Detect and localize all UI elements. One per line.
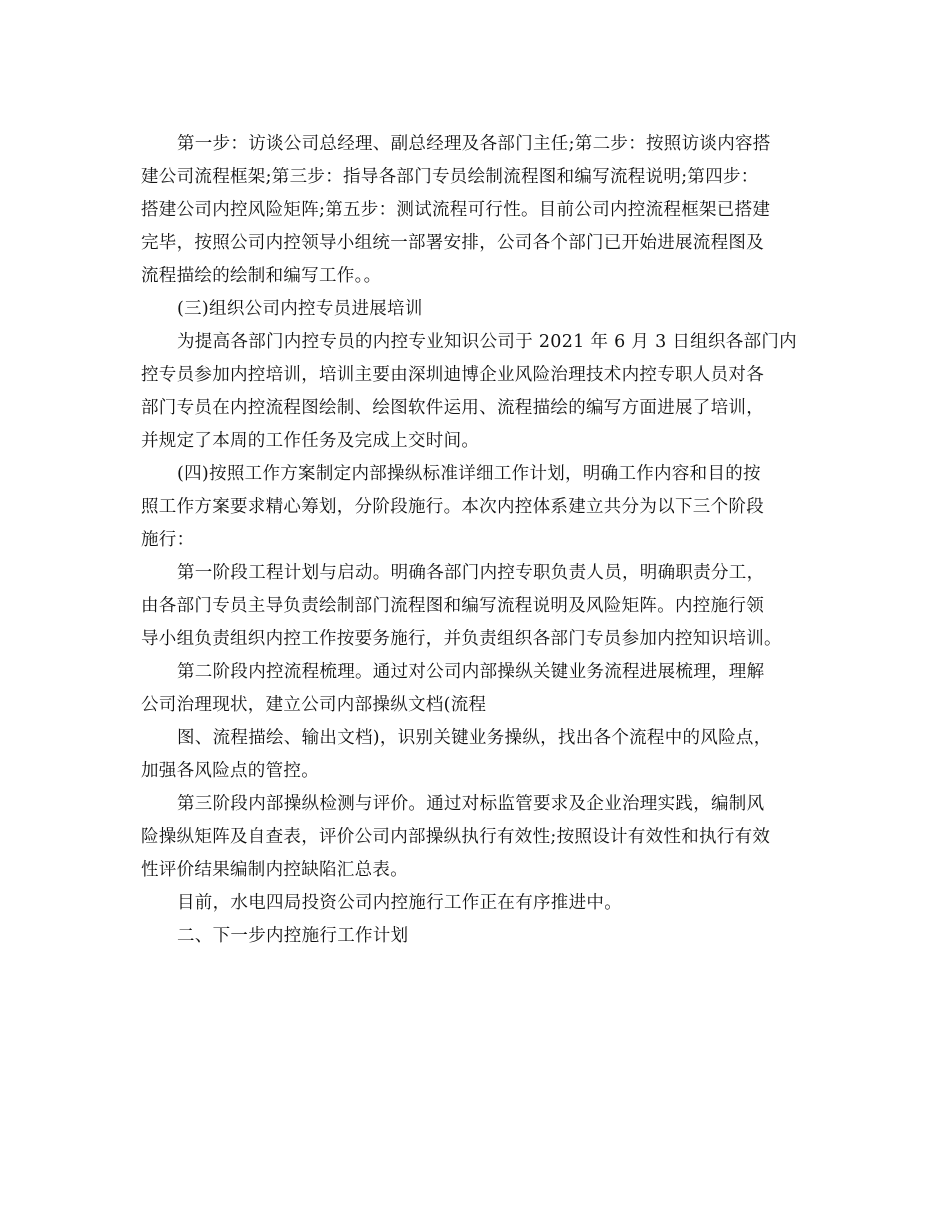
text-line: 并规定了本周的工作任务及完成上交时间。 bbox=[141, 431, 480, 451]
section-heading: 二、下一步内控施行工作计划 bbox=[177, 926, 409, 946]
section-heading: (三)组织公司内控专员进展培训 bbox=[177, 299, 423, 319]
text-line: 加强各风险点的管控。 bbox=[141, 761, 319, 781]
text-line: 流程描绘的绘制和编写工作。。 bbox=[141, 266, 382, 286]
text-line: 目前，水电四局投资公司内控施行工作正在有序推进中。 bbox=[177, 893, 622, 913]
text-line: 完毕，按照公司内控领导小组统一部署安排，公司各个部门已开始进展流程图及 bbox=[141, 233, 764, 253]
text-line: 照工作方案要求精心筹划，分阶段施行。本次内控体系建立共分为以下三个阶段 bbox=[141, 497, 764, 517]
text-line: 建公司流程框架;第三步：指导各部门专员绘制流程图和编写流程说明;第四步： bbox=[141, 167, 759, 187]
text-line: 导小组负责组织内控工作按要务施行，并负责组织各部门专员参加内控知识培训。 bbox=[141, 629, 782, 649]
text-line: 第二阶段内控流程梳理。通过对公司内部操纵关键业务流程进展梳理，理解 bbox=[177, 662, 765, 682]
text-line: (四)按照工作方案制定内部操纵标准详细工作计划，明确工作内容和目的按 bbox=[177, 464, 761, 484]
text-line: 性评价结果编制内控缺陷汇总表。 bbox=[141, 860, 408, 880]
text-line: 施行： bbox=[141, 530, 195, 550]
text-line: 图、流程描绘、输出文档)，识别关键业务操纵，找出各个流程中的风险点， bbox=[177, 728, 772, 748]
text-line: 险操纵矩阵及自查表，评价公司内部操纵执行有效性;按照设计有效性和执行有效 bbox=[141, 827, 771, 847]
text-line: 部门专员在内控流程图绘制、绘图软件运用、流程描绘的编写方面进展了培训， bbox=[141, 398, 764, 418]
text-line: 由各部门专员主导负责绘制部门流程图和编写流程说明及风险矩阵。内控施行领 bbox=[141, 596, 764, 616]
text-line: 为提高各部门内控专员的内控专业知识公司于 2021 年 6 月 3 日组织各部门内 bbox=[177, 332, 797, 352]
document-body bbox=[141, 128, 809, 953]
text-line: 第一步：访谈公司总经理、副总经理及各部门主任;第二步：按照访谈内容搭 bbox=[177, 134, 771, 154]
text-line: 控专员参加内控培训，培训主要由深圳迪博企业风险治理技术内控专职人员对各 bbox=[141, 365, 764, 385]
text-line: 搭建公司内控风险矩阵;第五步：测试流程可行性。目前公司内控流程框架已搭建 bbox=[141, 200, 771, 220]
text-line: 第一阶段工程计划与启动。明确各部门内控专职负责人员，明确职责分工， bbox=[177, 563, 765, 583]
text-line: 第三阶段内部操纵检测与评价。通过对标监管要求及企业治理实践，编制风 bbox=[177, 794, 765, 814]
text-line: 公司治理现状，建立公司内部操纵文档(流程 bbox=[141, 695, 487, 715]
